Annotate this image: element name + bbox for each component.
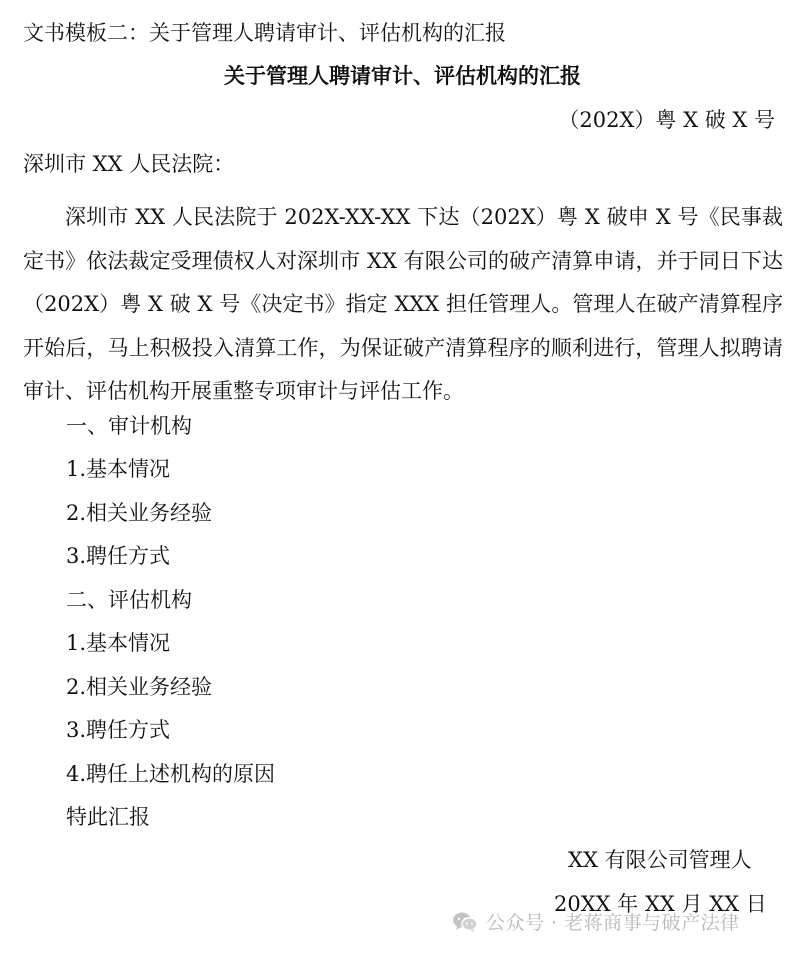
body-paragraph: 深圳市 XX 人民法院于 202X-XX-XX 下达（202X）粤 X 破申 X 号《民事裁定书》依法裁定受理债权人对深圳市 XX 有限公司的破产清算申请，并于同日下达（202X）粤 X 破 X 号《决定书》指定 XXX 担任管理人。管理人在破产清算程序开始后，马上积极投入清算工作，为保证破产清算程序的顺利进行，管理人拟聘请审计、评估机构开展重整专项审计与评估工作。 xyxy=(23,205,783,404)
section-heading-appraisal: 二、评估机构 xyxy=(66,588,192,612)
watermark-text: 公众号 · 老蒋商事与破产法律 xyxy=(486,912,740,934)
list-item: 2.相关业务经验 xyxy=(66,675,213,699)
list-item: 4.聘任上述机构的原因 xyxy=(66,762,276,786)
list-item: 1.基本情况 xyxy=(66,631,171,655)
document-title: 关于管理人聘请审计、评估机构的汇报 xyxy=(224,63,581,88)
closing-remark: 特此汇报 xyxy=(66,805,150,829)
list-item: 3.聘任方式 xyxy=(66,718,171,742)
list-item: 3.聘任方式 xyxy=(66,544,171,568)
case-number: （202X）粤 X 破 X 号 xyxy=(558,108,775,132)
signature-date: 20XX 年 XX 月 XX 日 xyxy=(554,892,767,916)
watermark xyxy=(452,908,740,935)
section-heading-audit: 一、审计机构 xyxy=(66,414,192,438)
signer: XX 有限公司管理人 xyxy=(568,848,752,872)
addressee: 深圳市 XX 人民法院： xyxy=(23,152,235,176)
list-item: 1.基本情况 xyxy=(66,457,171,481)
list-item: 2.相关业务经验 xyxy=(66,501,213,525)
wechat-icon xyxy=(452,911,478,933)
template-caption: 文书模板二：关于管理人聘请审计、评估机构的汇报 xyxy=(23,21,506,45)
